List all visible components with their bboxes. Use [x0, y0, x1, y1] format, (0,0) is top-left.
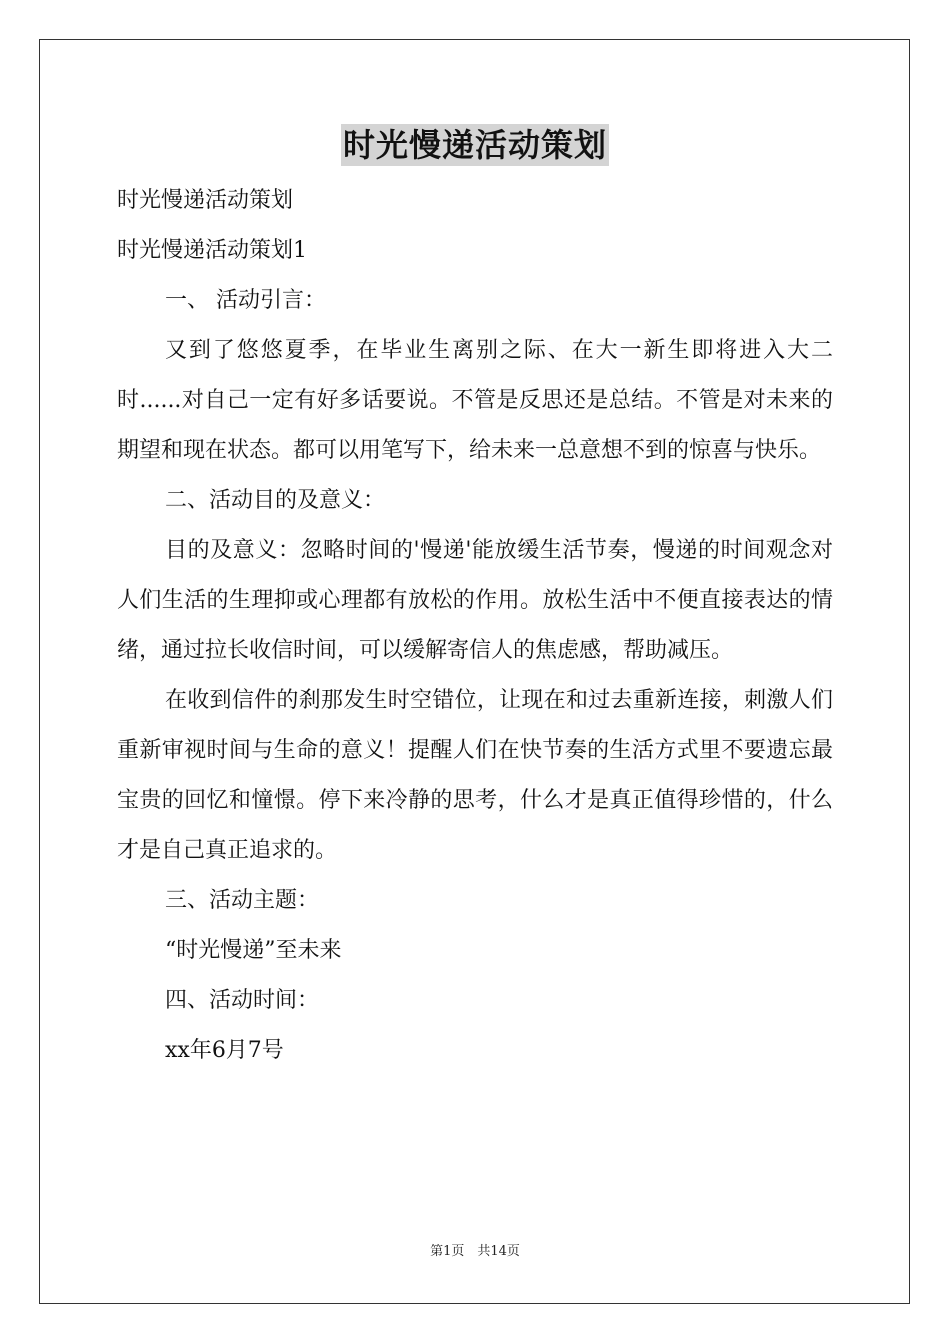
paragraph-subtitle: 时光慢递活动策划	[117, 188, 294, 213]
paragraph-intro: 又到了悠悠夏季，在毕业生离别之际、在大一新生即将进入大二时......对自己一定有好多话要说。不管是反思还是总结。不管是对未来的期望和现在状态。都可以用笔写下，给未来一总意想不到的惊喜与快乐。	[117, 338, 833, 463]
paragraph-meaning: 在收到信件的刹那发生时空错位，让现在和过去重新连接，刺激人们重新审视时间与生命的意义！提醒人们在快节奏的生活方式里不要遗忘最宝贵的回忆和憧憬。停下来冷静的思考，什么才是真正值得珍惜的，什么才是自己真正追求的。	[117, 688, 833, 863]
section-heading-time: 四、活动时间：	[165, 988, 320, 1013]
document-body	[117, 176, 833, 1076]
section-heading-theme: 三、活动主题：	[165, 888, 320, 913]
paragraph-time: xx年6月7号	[165, 1038, 284, 1063]
section-heading-purpose: 二、活动目的及意义：	[165, 488, 386, 513]
paragraph-purpose: 目的及意义：忽略时间的'慢递'能放缓生活节奏，慢递的时间观念对人们生活的生理抑或心理都有放松的作用。放松生活中不便直接表达的情绪，通过拉长收信时间，可以缓解寄信人的焦虑感，帮助减压。	[117, 538, 833, 663]
paragraph-theme: “时光慢递”至未来	[165, 938, 342, 963]
page-footer: 第1页 共14页	[430, 1244, 520, 1259]
document-title: 时光慢递活动策划	[342, 126, 607, 164]
title-container	[0, 124, 950, 166]
section-heading-intro: 一、 活动引言：	[165, 288, 326, 313]
paragraph-subtitle-1: 时光慢递活动策划1	[117, 238, 307, 263]
